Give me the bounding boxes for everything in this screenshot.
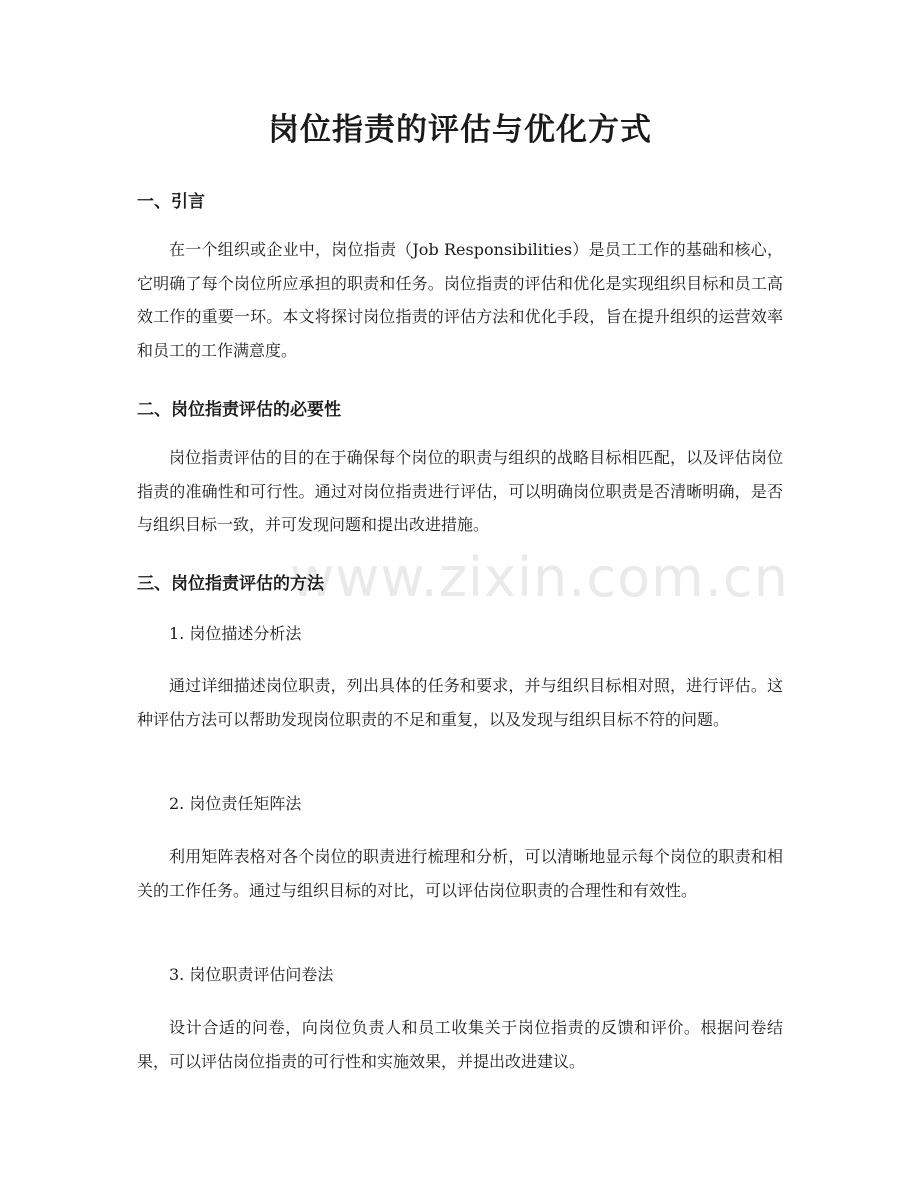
document-title: 岗位指责的评估与优化方式: [268, 112, 652, 148]
method-title-responsibility-matrix: 2. 岗位责任矩阵法: [169, 794, 302, 813]
section-heading-introduction: 一、引言: [137, 192, 205, 212]
paragraph-introduction: 在一个组织或企业中，岗位指责（Job Responsibilities）是员工工作的基础和核心，它明确了每个岗位所应承担的职责和任务。岗位指责的评估和优化是实现组织目标和员工高效工作的重要一环。本文将探讨岗位指责的评估方法和优化手段，旨在提升组织的运营效率和员工的工作满意度。: [137, 240, 783, 360]
paragraph-questionnaire: 设计合适的问卷，向岗位负责人和员工收集关于岗位指责的反馈和评价。根据问卷结果，可以评估岗位指责的可行性和实施效果，并提出改进建议。: [137, 1018, 783, 1071]
paragraph-necessity: 岗位指责评估的目的在于确保每个岗位的职责与组织的战略目标相匹配，以及评估岗位指责的准确性和可行性。通过对岗位指责进行评估，可以明确岗位职责是否清晰明确，是否与组织目标一致，并可发现问题和提出改进措施。: [137, 448, 783, 534]
method-title-questionnaire: 3. 岗位职责评估问卷法: [169, 965, 334, 984]
section-heading-necessity: 二、岗位指责评估的必要性: [137, 400, 341, 420]
paragraph-responsibility-matrix: 利用矩阵表格对各个岗位的职责进行梳理和分析，可以清晰地显示每个岗位的职责和相关的工作任务。通过与组织目标的对比，可以评估岗位职责的合理性和有效性。: [137, 847, 783, 900]
method-title-description-analysis: 1. 岗位描述分析法: [169, 624, 302, 643]
section-heading-methods: 三、岗位指责评估的方法: [137, 574, 324, 594]
paragraph-description-analysis: 通过详细描述岗位职责，列出具体的任务和要求，并与组织目标相对照，进行评估。这种评估方法可以帮助发现岗位职责的不足和重复，以及发现与组织目标不符的问题。: [137, 676, 783, 729]
watermark: www.zixin.com.cn: [290, 546, 789, 609]
